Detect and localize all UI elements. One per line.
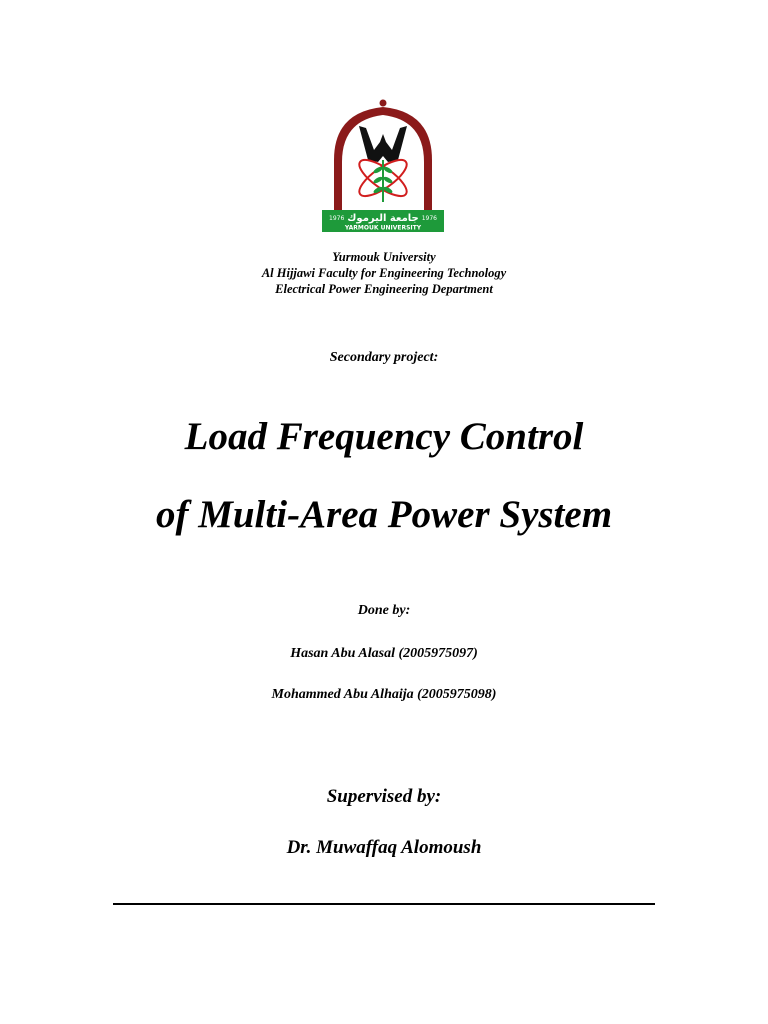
- logo-finial: [380, 100, 387, 107]
- university-name: Yurmouk University: [332, 250, 436, 264]
- supervised-by-label: Supervised by:: [326, 786, 442, 807]
- project-label: Secondary project:: [329, 350, 439, 365]
- author-2: Mohammed Abu Alhaija (2005975098): [271, 687, 497, 702]
- bottom-rule: [113, 903, 655, 905]
- faculty-name: Al Hijjawi Faculty for Engineering Technology: [261, 266, 507, 280]
- department-name: Electrical Power Engineering Department: [275, 282, 493, 296]
- title-line-2: of Multi-Area Power System: [155, 493, 613, 536]
- logo-year-left: 1976: [329, 215, 345, 222]
- logo-year-right: 1976: [421, 215, 437, 222]
- done-by-label: Done by:: [357, 603, 411, 618]
- title-line-1: Load Frequency Control: [184, 415, 584, 458]
- author-1: Hasan Abu Alasal (2005975097): [290, 646, 478, 661]
- supervisor-name: Dr. Muwaffaq Alomoush: [286, 837, 482, 858]
- logo-arabic-text: جامعة اليرموك: [347, 213, 419, 224]
- university-logo: [322, 98, 444, 240]
- logo-english-text: YARMOUK UNIVERSITY: [344, 224, 422, 232]
